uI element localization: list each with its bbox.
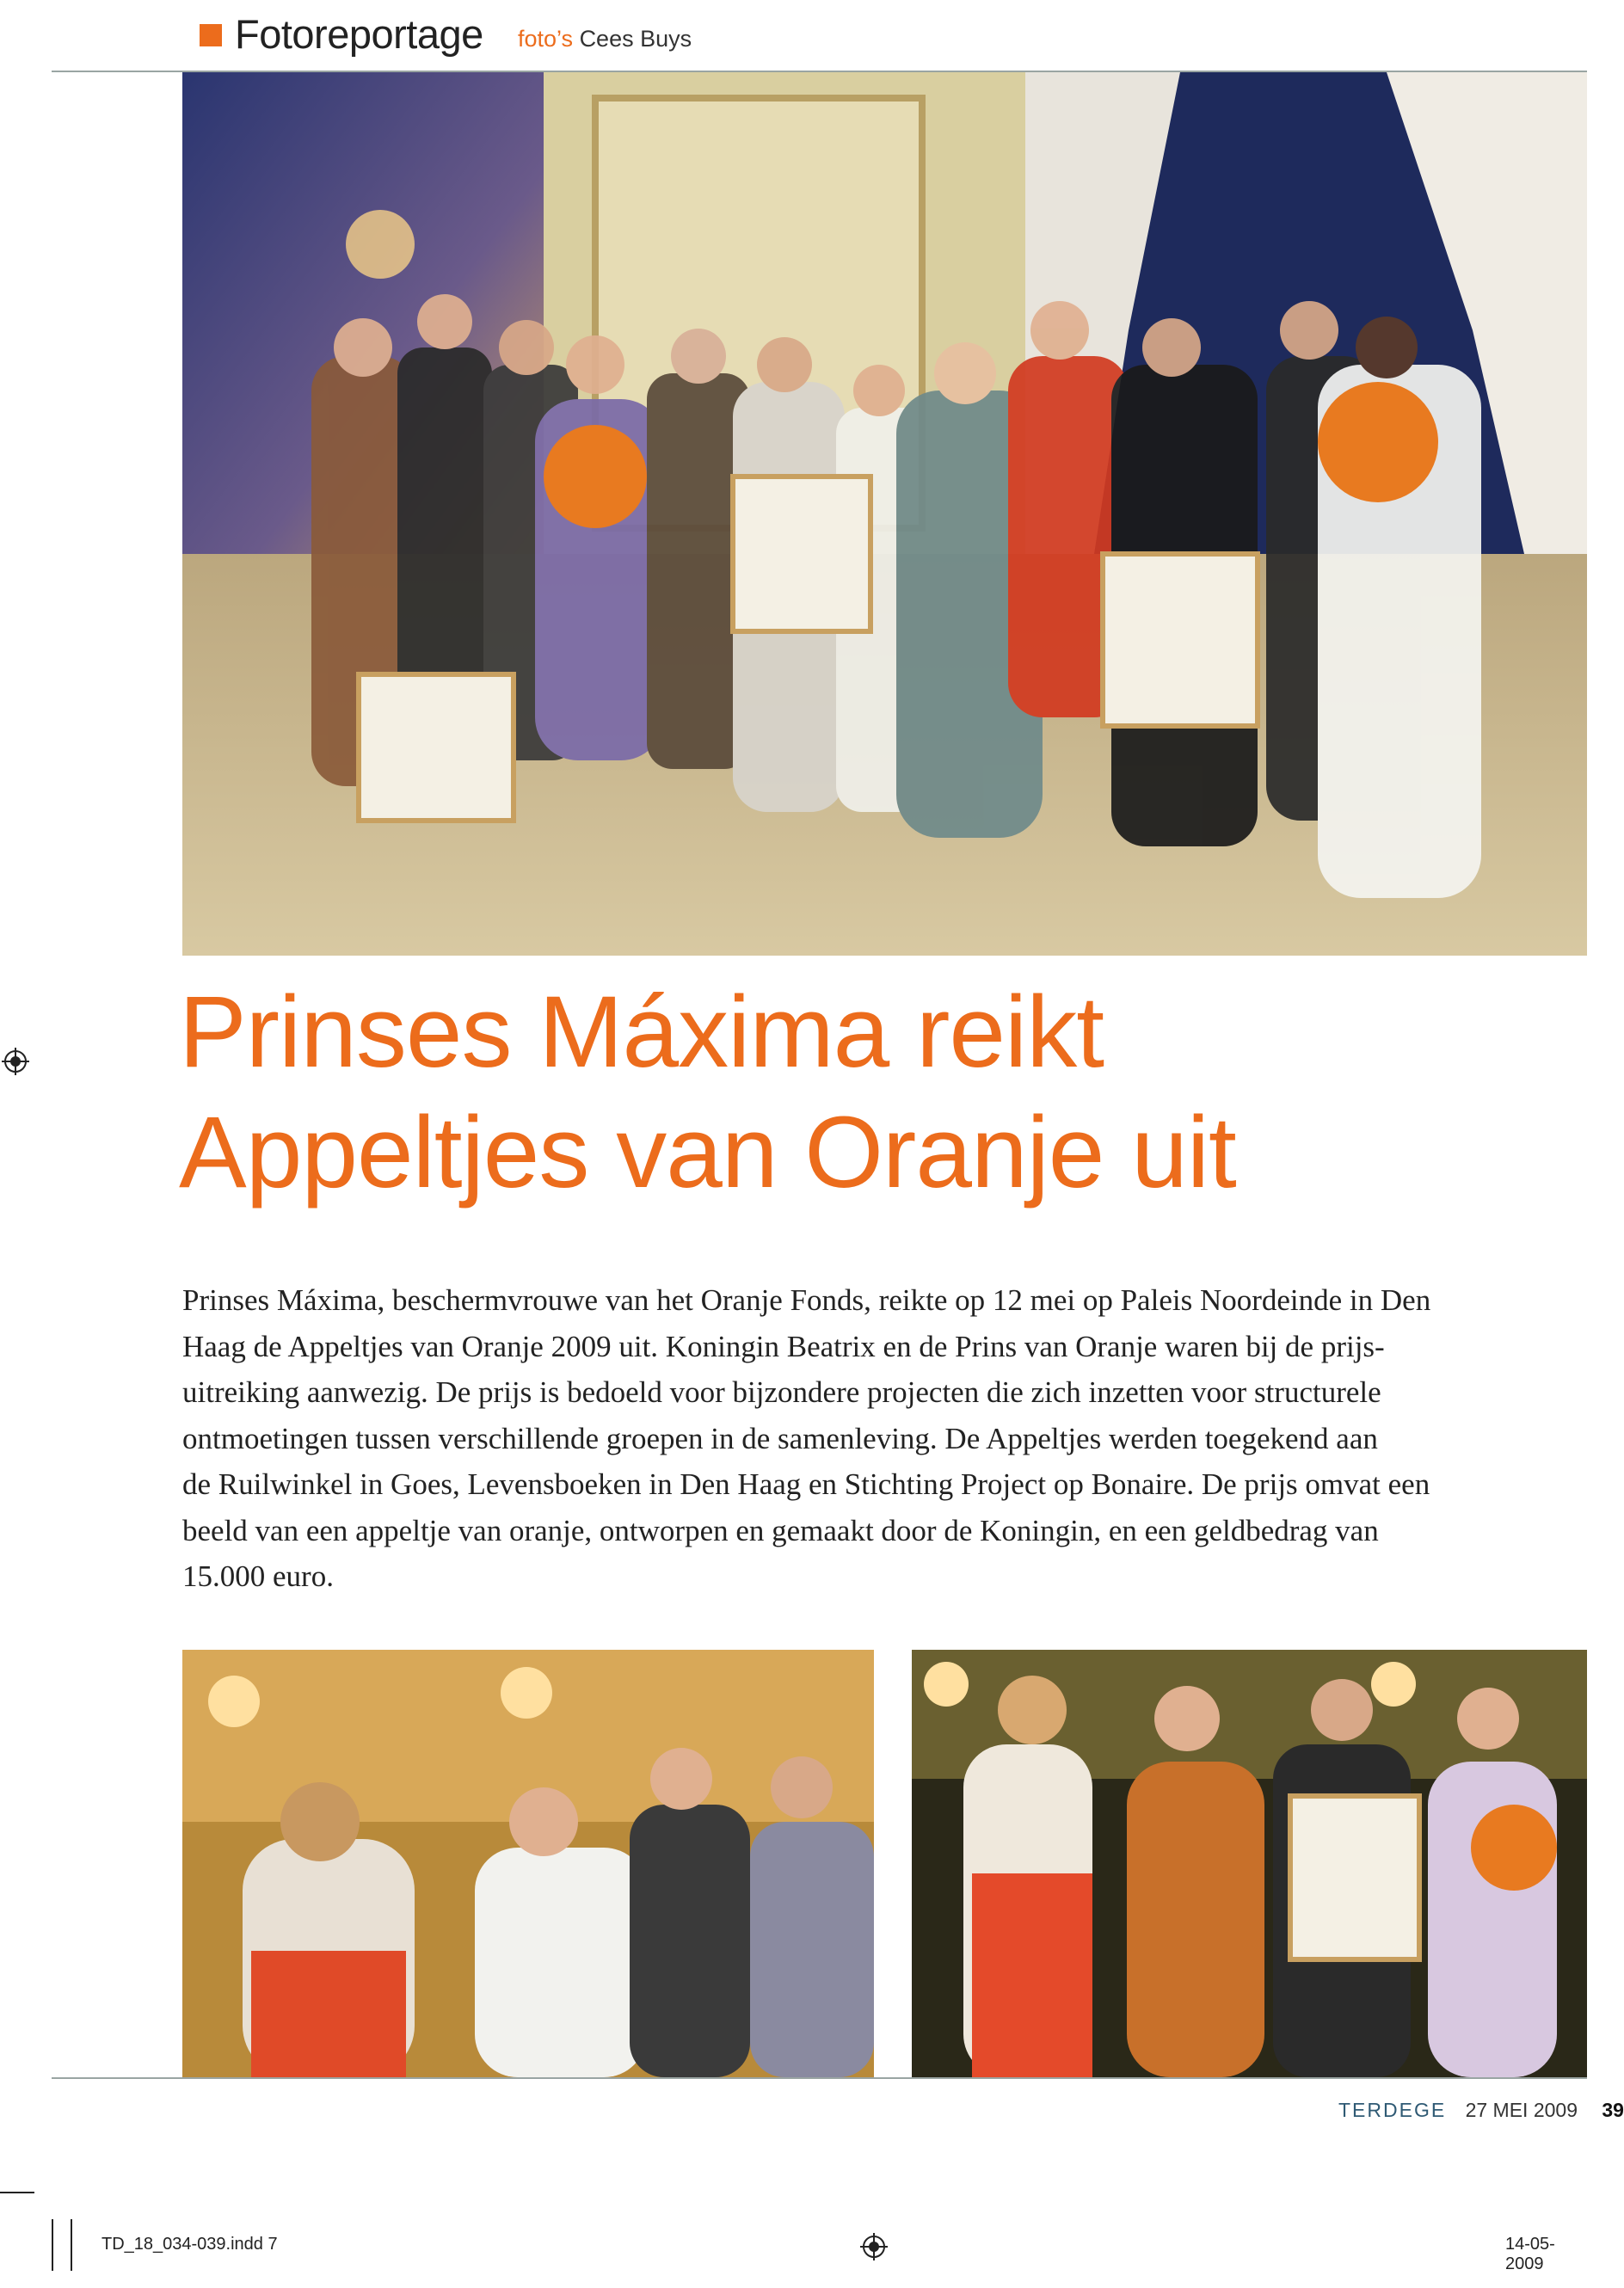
photo-credit-label: foto’s [518, 26, 574, 52]
body-line: beeld van een appeltje van oranje, ontworpen en gemaakt door de Koningin, en een geldbedrag van [182, 1513, 1379, 1547]
award-handover-photo [182, 1650, 874, 2077]
registration-mark-icon [2, 1048, 29, 1075]
body-line: 15.000 euro. [182, 1559, 334, 1593]
issue-date: 27 MEI 2009 [1465, 2099, 1578, 2121]
award-winners-photo [912, 1650, 1587, 2077]
crop-mark [52, 2219, 53, 2271]
group-photo [182, 72, 1587, 956]
page-number: 39 [1602, 2099, 1624, 2121]
body-line: uitreiking aanwezig. De prijs is bedoeld voor bijzondere projecten die zich inzetten voor structurele [182, 1375, 1381, 1409]
body-line: Prinses Máxima, beschermvrouwe van het Oranje Fonds, reikte op 12 mei op Paleis Noordeinde in Den [182, 1283, 1431, 1317]
section-marker [200, 24, 222, 46]
crop-mark [71, 2219, 72, 2271]
section-title: Fotoreportage [235, 11, 483, 57]
crop-mark [0, 2192, 34, 2193]
headline-line-1: Prinses Máxima reikt [179, 975, 1104, 1089]
page-footer [1338, 2099, 1624, 2122]
headline-line-2: Appeltjes van Oranje uit [179, 1096, 1236, 1209]
slug-filename: TD_18_034-039.indd 7 [102, 2235, 278, 2254]
photo-credit-name: Cees Buys [579, 26, 692, 52]
article-body [182, 1277, 1524, 1600]
magazine-name: TERDEGE [1338, 2099, 1447, 2121]
body-line: Haag de Appeltjes van Oranje 2009 uit. Koningin Beatrix en de Prins van Oranje waren bij de prijs- [182, 1329, 1385, 1363]
headline [179, 972, 1236, 1213]
bottom-rule [52, 2077, 1587, 2079]
photo-credit [518, 26, 692, 52]
body-line: ontmoetingen tussen verschillende groepen in de samenleving. De Appeltjes werden toegekend aan [182, 1421, 1378, 1455]
registration-mark-icon [860, 2233, 888, 2260]
body-line: de Ruilwinkel in Goes, Levensboeken in Den Haag en Stichting Project op Bonaire. De prijs omvat een [182, 1467, 1430, 1501]
slug-date: 14-05-2009 [1505, 2235, 1555, 2273]
